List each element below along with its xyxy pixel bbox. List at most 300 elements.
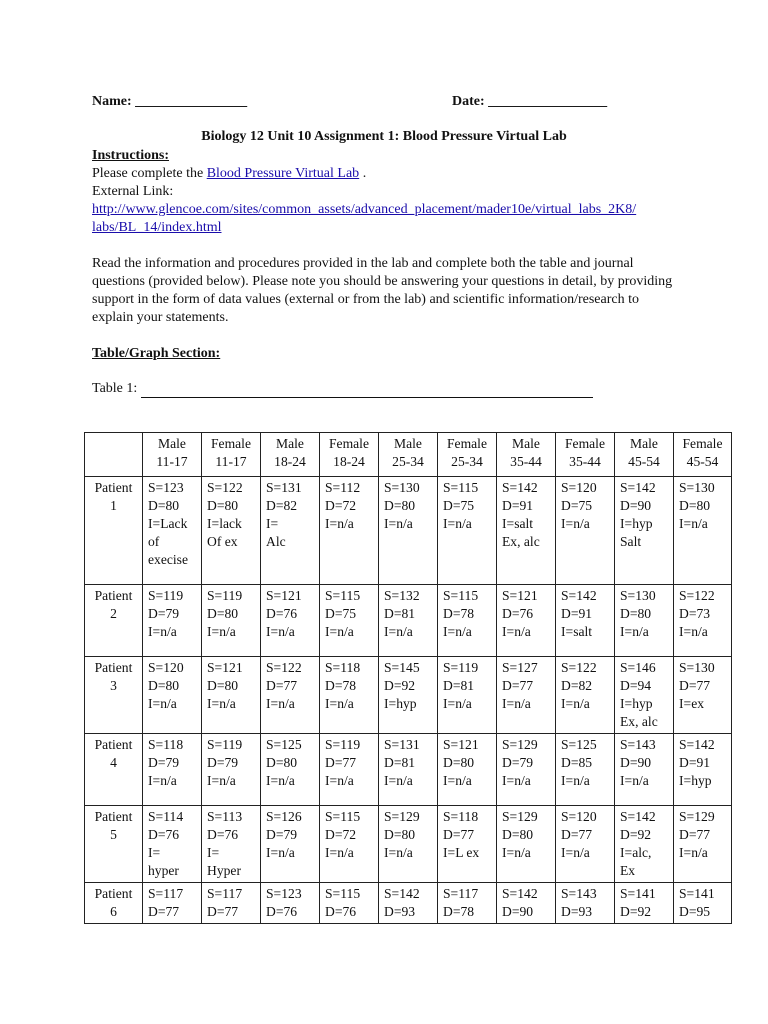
cell-value: S=119 [443, 660, 479, 675]
cell-value: S=119 [207, 737, 243, 752]
row-header-line: 2 [110, 606, 117, 621]
table-cell [143, 657, 202, 734]
cell-value: S=117 [443, 886, 479, 901]
table-cell [261, 734, 320, 806]
table-cell [556, 734, 615, 806]
cell-value: D=80 [207, 678, 239, 693]
table-cell [202, 477, 261, 585]
date-label: Date: [452, 94, 485, 109]
table-row [85, 734, 732, 806]
table-cell [615, 806, 674, 883]
table-cell [320, 477, 379, 585]
column-header [261, 433, 320, 477]
table-cell [497, 883, 556, 924]
cell-value: D=76 [325, 904, 357, 919]
cell-value: D=80 [502, 827, 534, 842]
column-header [320, 433, 379, 477]
cell-value: S=131 [384, 737, 420, 752]
cell-value: D=91 [561, 606, 593, 621]
cell-value: D=77 [266, 678, 298, 693]
cell-value: Alc [266, 534, 286, 549]
table-row [85, 477, 732, 585]
table-cell [674, 477, 732, 585]
cell-value: D=81 [384, 606, 416, 621]
column-header-line: 45-54 [628, 454, 660, 469]
cell-value: I=salt [561, 624, 593, 639]
cell-value: D=78 [443, 904, 475, 919]
table-cell [379, 883, 438, 924]
instructions-suffix: . [359, 166, 367, 181]
row-header-line: Patient [94, 588, 133, 603]
column-header-line: Female [682, 436, 723, 451]
cell-value: D=80 [679, 498, 711, 513]
date-field [452, 94, 607, 110]
virtual-lab-link[interactable]: Blood Pressure Virtual Lab [206, 166, 360, 181]
table-cell [202, 585, 261, 657]
column-header-line: 11-17 [215, 454, 247, 469]
cell-value: D=76 [207, 827, 239, 842]
table-cell [556, 657, 615, 734]
cell-value: S=142 [679, 737, 715, 752]
table-cell [497, 806, 556, 883]
cell-value: D=80 [148, 498, 180, 513]
cell-value: S=125 [561, 737, 597, 752]
table-cell [438, 657, 497, 734]
table-cell [615, 657, 674, 734]
cell-value: S=125 [266, 737, 302, 752]
cell-value: S=114 [148, 809, 184, 824]
row-header-line: 1 [110, 498, 117, 513]
cell-value: I=n/a [502, 773, 531, 788]
cell-value: D=80 [207, 606, 239, 621]
cell-value: D=80 [266, 755, 298, 770]
column-header-line: Male [276, 436, 304, 451]
table-cell [556, 883, 615, 924]
cell-value: D=80 [384, 827, 416, 842]
table-cell [438, 585, 497, 657]
cell-value: S=143 [620, 737, 656, 752]
cell-value: S=121 [266, 588, 302, 603]
cell-value: I=ex [679, 696, 705, 711]
cell-value: I=n/a [266, 624, 295, 639]
row-header-line: Patient [94, 737, 133, 752]
cell-value: I=hyp [679, 773, 712, 788]
cell-value: S=146 [620, 660, 656, 675]
name-field [92, 94, 247, 110]
cell-value: D=93 [561, 904, 593, 919]
cell-value: I=n/a [384, 624, 413, 639]
row-header [85, 806, 143, 883]
cell-value: S=142 [561, 588, 597, 603]
table-cell [497, 585, 556, 657]
cell-value: S=115 [325, 809, 361, 824]
cell-value: S=120 [561, 480, 597, 495]
table-cell [202, 657, 261, 734]
cell-value: D=80 [443, 755, 475, 770]
cell-value: S=117 [207, 886, 243, 901]
date-blank: _________________ [488, 94, 608, 109]
cell-value: D=81 [443, 678, 475, 693]
instructions-heading: Instructions: [92, 148, 170, 163]
cell-value: Salt [620, 534, 642, 549]
cell-value: S=113 [207, 809, 243, 824]
instructions-line [92, 165, 692, 183]
cell-value: D=76 [502, 606, 534, 621]
cell-value: hyper [148, 863, 179, 878]
table-row [85, 883, 732, 924]
table-cell [143, 883, 202, 924]
cell-value: S=122 [561, 660, 597, 675]
cell-value: S=129 [384, 809, 420, 824]
cell-value: D=76 [266, 904, 298, 919]
cell-value: S=130 [384, 480, 420, 495]
cell-value: I=hyp [620, 516, 653, 531]
table-title-blank [141, 382, 593, 398]
cell-value: I=n/a [384, 773, 413, 788]
table-cell [143, 806, 202, 883]
cell-value: I=hyp [620, 696, 653, 711]
column-header-line: 25-34 [451, 454, 483, 469]
cell-value: D=78 [443, 606, 475, 621]
cell-value: S=117 [148, 886, 184, 901]
cell-value: I=alc, [620, 845, 652, 860]
row-header-line: Patient [94, 480, 133, 495]
cell-value: S=131 [266, 480, 302, 495]
table-cell [143, 734, 202, 806]
cell-value: I=n/a [325, 624, 354, 639]
table-cell [379, 477, 438, 585]
column-header-line: 35-44 [510, 454, 542, 469]
cell-value: I=n/a [325, 773, 354, 788]
cell-value: Ex, alc [502, 534, 540, 549]
cell-value: D=90 [502, 904, 534, 919]
cell-value: S=118 [443, 809, 479, 824]
cell-value: I=lack [207, 516, 242, 531]
table-cell [320, 585, 379, 657]
cell-value: S=123 [148, 480, 184, 495]
cell-value: I=n/a [561, 696, 590, 711]
table-cell [674, 585, 732, 657]
cell-value: D=79 [148, 755, 180, 770]
external-url-line-1[interactable]: http://www.glencoe.com/sites/common_assets/advanced_placement/mader10e/virtual_labs_2K8/ [92, 202, 637, 217]
cell-value: D=92 [620, 904, 652, 919]
table-cell [497, 657, 556, 734]
cell-value: I=n/a [148, 696, 177, 711]
cell-value: S=118 [148, 737, 184, 752]
cell-value: D=80 [148, 678, 180, 693]
cell-value: D=79 [502, 755, 534, 770]
cell-value: S=123 [266, 886, 302, 901]
cell-value: S=129 [502, 737, 538, 752]
cell-value: D=77 [502, 678, 534, 693]
column-header [438, 433, 497, 477]
cell-value: I=n/a [620, 624, 649, 639]
column-header-line: Female [564, 436, 605, 451]
cell-value: D=82 [561, 678, 593, 693]
cell-value: D=77 [679, 827, 711, 842]
cell-value: D=95 [679, 904, 711, 919]
cell-value: S=115 [325, 886, 361, 901]
cell-value: S=121 [207, 660, 243, 675]
cell-value: D=90 [620, 498, 652, 513]
table-cell [202, 883, 261, 924]
cell-value: D=72 [325, 498, 357, 513]
table-cell [261, 657, 320, 734]
cell-value: D=79 [207, 755, 239, 770]
cell-value: I=n/a [679, 516, 708, 531]
cell-value: D=80 [384, 498, 416, 513]
external-link-label: External Link: [92, 184, 174, 199]
column-header-line: Male [394, 436, 422, 451]
column-header-line: Female [446, 436, 487, 451]
table-cell [497, 734, 556, 806]
column-header [202, 433, 261, 477]
cell-value: S=115 [443, 588, 479, 603]
cell-value: D=81 [384, 755, 416, 770]
cell-value: S=126 [266, 809, 302, 824]
external-url-line-2[interactable]: labs/BL_14/index.html [92, 220, 222, 235]
table-cell [202, 806, 261, 883]
name-blank: ________________ [135, 94, 248, 109]
cell-value: S=119 [325, 737, 361, 752]
table-cell [320, 883, 379, 924]
table-cell [674, 883, 732, 924]
cell-value: S=120 [561, 809, 597, 824]
table-label: Table 1: [92, 381, 138, 396]
cell-value: Ex [620, 863, 636, 878]
cell-value: execise [148, 552, 188, 567]
table-caption [92, 380, 692, 398]
table-cell [379, 734, 438, 806]
cell-value: S=120 [148, 660, 184, 675]
blood-pressure-table [84, 432, 732, 924]
table-cell [143, 585, 202, 657]
name-label: Name: [92, 94, 132, 109]
table-corner-cell [85, 433, 143, 477]
cell-value: S=141 [679, 886, 715, 901]
page-title: Biology 12 Unit 10 Assignment 1: Blood Pressure Virtual Lab [201, 129, 567, 144]
cell-value: I= [148, 845, 161, 860]
cell-value: S=119 [207, 588, 243, 603]
cell-value: D=75 [325, 606, 357, 621]
cell-value: D=75 [561, 498, 593, 513]
cell-value: I=n/a [443, 773, 472, 788]
cell-value: I=n/a [325, 845, 354, 860]
cell-value: S=143 [561, 886, 597, 901]
cell-value: I=n/a [443, 516, 472, 531]
cell-value: D=80 [620, 606, 652, 621]
table-cell [556, 806, 615, 883]
cell-value: I=n/a [325, 696, 354, 711]
cell-value: I=n/a [384, 845, 413, 860]
cell-value: S=130 [679, 480, 715, 495]
cell-value: D=82 [266, 498, 298, 513]
cell-value: S=142 [502, 480, 538, 495]
table-cell [261, 883, 320, 924]
section-heading: Table/Graph Section: [92, 346, 221, 361]
cell-value: S=130 [679, 660, 715, 675]
column-header [379, 433, 438, 477]
cell-value: S=132 [384, 588, 420, 603]
cell-value: S=127 [502, 660, 538, 675]
table-cell [556, 585, 615, 657]
cell-value: S=122 [207, 480, 243, 495]
cell-value: D=76 [266, 606, 298, 621]
column-header-line: Female [210, 436, 251, 451]
column-header-line: Female [328, 436, 369, 451]
row-header [85, 734, 143, 806]
cell-value: I=L ex [443, 845, 480, 860]
cell-value: I=n/a [502, 624, 531, 639]
column-header [615, 433, 674, 477]
cell-value: I= [207, 845, 220, 860]
cell-value: Hyper [207, 863, 241, 878]
table-cell [438, 883, 497, 924]
cell-value: S=142 [502, 886, 538, 901]
column-header-line: Male [158, 436, 186, 451]
cell-value: S=142 [620, 480, 656, 495]
table-cell [615, 883, 674, 924]
cell-value: D=93 [384, 904, 416, 919]
cell-value: Ex, alc [620, 714, 658, 729]
table-row [85, 806, 732, 883]
column-header [497, 433, 556, 477]
cell-value: I=n/a [207, 624, 236, 639]
cell-value: D=78 [325, 678, 357, 693]
cell-value: D=75 [443, 498, 475, 513]
cell-value: S=121 [502, 588, 538, 603]
cell-value: I=n/a [325, 516, 354, 531]
cell-value: I=hyp [384, 696, 417, 711]
cell-value: S=130 [620, 588, 656, 603]
cell-value: I=n/a [148, 624, 177, 639]
cell-value: D=94 [620, 678, 652, 693]
cell-value: S=115 [443, 480, 479, 495]
cell-value: D=77 [207, 904, 239, 919]
table-cell [438, 806, 497, 883]
table-cell [674, 734, 732, 806]
row-header-line: Patient [94, 886, 133, 901]
cell-value: S=118 [325, 660, 361, 675]
cell-value: D=92 [620, 827, 652, 842]
column-header [143, 433, 202, 477]
column-header-line: 18-24 [274, 454, 306, 469]
cell-value: D=77 [561, 827, 593, 842]
column-header-line: 25-34 [392, 454, 424, 469]
column-header [674, 433, 732, 477]
cell-value: D=90 [620, 755, 652, 770]
cell-value: I=n/a [502, 696, 531, 711]
column-header-line: Male [512, 436, 540, 451]
cell-value: I=n/a [561, 845, 590, 860]
table-cell [674, 657, 732, 734]
column-header-line: Male [630, 436, 658, 451]
table-row [85, 585, 732, 657]
cell-value: S=141 [620, 886, 656, 901]
cell-value: S=112 [325, 480, 361, 495]
row-header-line: 6 [110, 904, 117, 919]
cell-value: I=n/a [443, 624, 472, 639]
table-cell [379, 585, 438, 657]
row-header [85, 477, 143, 585]
cell-value: I=salt [502, 516, 534, 531]
cell-value: D=77 [679, 678, 711, 693]
instructions-paragraph: Read the information and procedures provided in the lab and complete both the table and journal questions (provided below). Please note you should be answering your questions in detail, by providing support in the form of data values (external or from the lab) and scientific information/research to explain your statements. [92, 256, 673, 325]
cell-value: I=n/a [266, 773, 295, 788]
cell-value: of [148, 534, 160, 549]
row-header-line: 4 [110, 755, 117, 770]
cell-value: I=n/a [561, 773, 590, 788]
cell-value: I=n/a [384, 516, 413, 531]
cell-value: I=n/a [266, 696, 295, 711]
row-header-line: 3 [110, 678, 117, 693]
column-header-line: 11-17 [156, 454, 188, 469]
column-header-line: 45-54 [686, 454, 719, 469]
cell-value: I=n/a [266, 845, 295, 860]
cell-value: I=n/a [502, 845, 531, 860]
cell-value: D=77 [443, 827, 475, 842]
table-row [85, 657, 732, 734]
table-cell [261, 585, 320, 657]
cell-value: D=80 [207, 498, 239, 513]
table-cell [320, 806, 379, 883]
row-header-line: Patient [94, 660, 133, 675]
table-cell [143, 477, 202, 585]
table-cell [497, 477, 556, 585]
cell-value: S=122 [266, 660, 302, 675]
table-cell [438, 734, 497, 806]
table-cell [674, 806, 732, 883]
table-cell [261, 806, 320, 883]
instructions-prefix: Please complete the [92, 166, 207, 181]
row-header-line: 5 [110, 827, 117, 842]
row-header-line: Patient [94, 809, 133, 824]
table-cell [438, 477, 497, 585]
cell-value: S=122 [679, 588, 715, 603]
cell-value: I=n/a [679, 624, 708, 639]
table-cell [320, 657, 379, 734]
cell-value: Of ex [207, 534, 238, 549]
cell-value: D=91 [502, 498, 534, 513]
cell-value: S=129 [679, 809, 715, 824]
cell-value: S=145 [384, 660, 420, 675]
cell-value: D=73 [679, 606, 711, 621]
table-cell [320, 734, 379, 806]
external-url[interactable] [92, 201, 692, 237]
cell-value: I=n/a [679, 845, 708, 860]
cell-value: S=115 [325, 588, 361, 603]
cell-value: I=n/a [561, 516, 590, 531]
row-header [85, 883, 143, 924]
cell-value: I=n/a [620, 773, 649, 788]
table-header-row [85, 433, 732, 477]
cell-value: D=91 [679, 755, 711, 770]
column-header-line: 18-24 [333, 454, 365, 469]
cell-value: S=142 [620, 809, 656, 824]
cell-value: I=n/a [443, 696, 472, 711]
row-header [85, 585, 143, 657]
table-cell [379, 806, 438, 883]
table-cell [615, 477, 674, 585]
row-header [85, 657, 143, 734]
table-cell [615, 585, 674, 657]
cell-value: D=85 [561, 755, 593, 770]
table-cell [261, 477, 320, 585]
cell-value: D=76 [148, 827, 180, 842]
cell-value: I=Lack [148, 516, 188, 531]
cell-value: D=77 [148, 904, 180, 919]
cell-value: S=121 [443, 737, 479, 752]
